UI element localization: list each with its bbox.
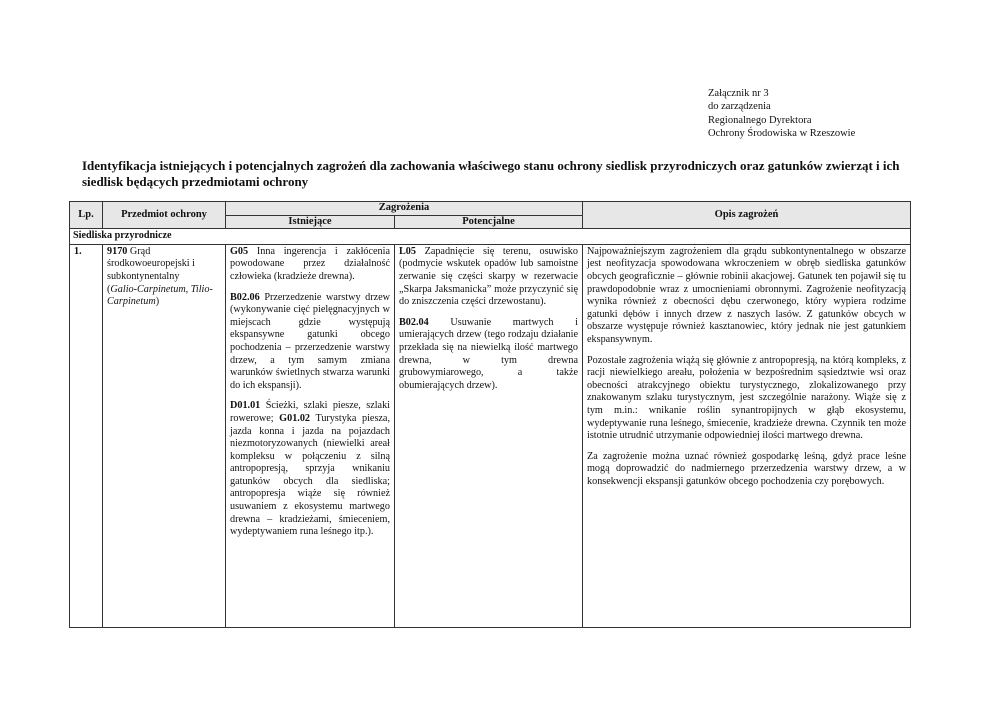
habitat-code: 9170 <box>107 245 128 257</box>
paren-close: ) <box>155 296 160 308</box>
threat-text: Przerzedzenie warstwy drzew (wykonywanie cięć pielęgnacyjnych w miejscach gdzie występują ekspansywne gatunki obcego pochodzenia – przerzedzenie warstwy drzew, a tym samym zmiana warunków świetlnych stwarza warunki do ich ekspansji). <box>230 291 391 391</box>
threat-text: Turystyka piesza, jazda konna i jazda na pojazdach niezmotoryzowanych (niewielki areał kompleksu w połączeniu z silną antropopresją, sprzyja wnikaniu gatunków obcych dla siedliska; antropopresja wiąże się również usuwaniem z ekosystemu martwego drewna – kradzieżami, śmieceniem, wydeptywaniem runa leśnego itp.). <box>230 412 391 538</box>
annex-line: do zarządzenia <box>708 101 771 113</box>
threat-text: Zapadnięcie się terenu, osuwisko (podmycie wskutek opadów lub samoistne zerwanie się części skarpy w rezerwacie „Skarpa Jaksmanicka” może przyczynić się do zniszczenia części drzewostanu). <box>399 245 578 308</box>
paren-open: ( <box>107 283 111 295</box>
threat-text: Usuwanie martwych i umierających drzew (tego rodzaju działanie przekłada się na niewielką ilość martwego drewna, w tym drewna grubowymiarowego, a także obumierających drzew). <box>399 316 578 391</box>
description-paragraph: Pozostałe zagrożenia wiążą się głównie z antropopresją, na którą kompleks, z racji niewielkiego areału, położenia w bezpośrednim sąsiedztwie wsi oraz obecności atrakcyjnego obiektu turystycznego, zlokalizowanego przy znakowanym szlaku turystycznym, jest szczególnie narażony. Wiąże się z tym m.in.: wnikanie roślin synantropijnych w głąb ekosystemu, wydeptywanie runa leśnego, śmiecenie, kradzieże drewna. Czynnik ten może istotnie utrudnić utrzymanie odpowiedniej ilości martwego drewna. <box>587 354 906 442</box>
threat-code: B02.06 <box>230 291 260 303</box>
cell-subject <box>103 244 226 627</box>
cell-description <box>583 244 911 627</box>
cell-lp <box>70 244 103 627</box>
section-label: Siedliska przyrodnicze <box>70 229 911 245</box>
threat-code: G01.02 <box>279 412 311 424</box>
threat-text: Ścieżki, szlaki piesze, szlaki rowerowe; <box>230 400 391 424</box>
threat-code: G05 <box>230 245 249 257</box>
threat-text: Inna ingerencja i zakłócenia powodowane przez działalność człowieka (kradzieże drewna). <box>230 245 391 282</box>
threat-item <box>399 317 578 393</box>
annex-line: Ochrony Środowiska w Rzeszowie <box>708 128 856 140</box>
threats-table <box>69 201 911 628</box>
threat-code: L05 <box>399 245 416 257</box>
header-potential: Potencjalne <box>395 215 583 229</box>
document-title: Identyfikacja istniejących i potencjalnych zagrożeń dla zachowania właściwego stanu ochrony siedlisk przyrodniczych oraz gatunków zwierząt i ich siedlisk będących przedmiotami ochrony <box>82 158 900 189</box>
header-subject: Przedmiot ochrony <box>103 202 226 229</box>
header-description: Opis zagrożeń <box>583 202 911 229</box>
table-row <box>70 244 911 627</box>
habitat-name: Grąd środkowoeuropejski i subkontynentalny <box>107 245 195 282</box>
header-threats: Zagrożenia <box>226 202 583 216</box>
cell-existing <box>226 244 395 627</box>
threat-item <box>230 292 390 393</box>
header-existing: Istniejące <box>226 215 395 229</box>
row-number: 1. <box>74 245 82 257</box>
annex-header <box>708 87 855 141</box>
threat-code: D01.01 <box>230 400 261 412</box>
threat-item <box>230 400 390 539</box>
section-row <box>70 229 911 245</box>
habitat-latin-name: Galio-Carpinetum, Tilio-Carpinetum <box>107 283 213 308</box>
cell-potential <box>395 244 583 627</box>
annex-line: Regionalnego Dyrektora <box>708 114 812 126</box>
description-paragraph: Za zagrożenie można uznać również gospodarkę leśną, gdyż prace leśne mogą doprowadzić do nadmiernego przerzedzenia warstwy drzew, a w konsekwencji ekspansji gatunków obcego pochodzenia czy porębowych. <box>587 450 906 487</box>
threat-item <box>399 246 578 309</box>
description-paragraph: Najpoważniejszym zagrożeniem dla grądu subkontynentalnego w obszarze jest neofityzacja spowodowana wkroczeniem w obręb siedliska gatunków obcych geograficznie – głównie robinii akacjowej. Gatunek ten pojawił się tu prawdopodobnie wraz z umocnieniami obronnymi. Zagrożenie neofityzacją wynika również z obecności dębu czerwonego, który wypiera rodzime gatunki dębów i innych drzew z naszych lasów. Z gatunków obcych w obszarze występuje również kasztanowiec, który jednak nie jest gatunkiem ekspansywnym. <box>587 245 906 345</box>
header-lp: Lp. <box>70 202 103 229</box>
threat-code: B02.04 <box>399 316 429 328</box>
header-row <box>70 202 911 216</box>
annex-line: Załącznik nr 3 <box>708 88 769 99</box>
threat-item <box>230 246 390 284</box>
